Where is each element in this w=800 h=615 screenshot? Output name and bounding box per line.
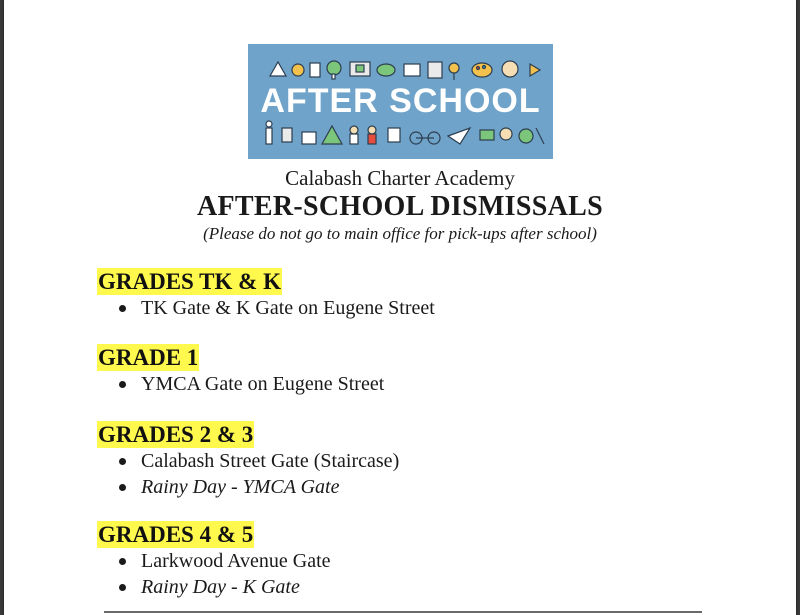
document-title: AFTER-SCHOOL DISMISSALS xyxy=(196,191,603,222)
section-grades-4-5 xyxy=(97,521,331,600)
list-item xyxy=(141,371,384,397)
book-icon xyxy=(428,62,442,78)
list-item-text: Calabash Street Gate (Staircase) xyxy=(141,450,400,472)
person-icon xyxy=(266,128,272,144)
pill-icon xyxy=(480,130,494,140)
tent-icon xyxy=(270,62,286,76)
ball-icon xyxy=(292,64,304,76)
cone-icon xyxy=(530,64,540,76)
pickup-note: (Please do not go to main office for pick-ups after school) xyxy=(203,224,597,243)
section-grades-2-3 xyxy=(97,421,399,500)
divider-line xyxy=(104,611,702,613)
list-item xyxy=(141,448,399,474)
list-item xyxy=(141,548,331,574)
bullet-icon xyxy=(119,484,126,491)
section-heading: GRADES 2 & 3 xyxy=(98,422,254,447)
palette-icon xyxy=(472,63,492,77)
bullet-icon xyxy=(119,381,126,388)
list-item xyxy=(141,295,435,321)
gamepad-icon xyxy=(377,64,395,76)
medal-icon xyxy=(449,63,459,73)
phone-icon xyxy=(388,128,400,142)
list-item-text: YMCA Gate on Eugene Street xyxy=(141,373,385,395)
list-item-text: TK Gate & K Gate on Eugene Street xyxy=(141,297,435,319)
bullet-icon xyxy=(119,305,126,312)
figure-icon xyxy=(310,63,320,77)
list-item-text: Larkwood Avenue Gate xyxy=(141,550,331,572)
student-icon xyxy=(500,128,512,140)
school-name: Calabash Charter Academy xyxy=(285,166,515,190)
globe-icon xyxy=(519,129,533,143)
bullet-icon xyxy=(119,584,126,591)
section-grades-tk-k xyxy=(97,268,435,321)
mouse-icon xyxy=(282,128,292,142)
after-school-banner xyxy=(248,44,553,159)
stage-icon xyxy=(322,126,342,144)
speaker-icon xyxy=(302,132,316,144)
kid-icon xyxy=(350,126,358,134)
list-item-text: Rainy Day - K Gate xyxy=(141,576,300,598)
tree-icon xyxy=(327,61,341,75)
banner-title: AFTER SCHOOL xyxy=(260,82,541,120)
list-item xyxy=(141,574,331,600)
bullet-icon xyxy=(119,558,126,565)
plane-icon xyxy=(448,128,470,144)
section-grade-1 xyxy=(97,344,384,397)
box-icon xyxy=(404,64,420,76)
face-icon xyxy=(502,61,518,77)
bat-icon xyxy=(536,128,544,144)
section-heading: GRADES TK & K xyxy=(98,269,281,294)
section-heading: GRADES 4 & 5 xyxy=(98,522,254,547)
list-item xyxy=(141,474,399,500)
section-heading: GRADE 1 xyxy=(98,345,199,370)
document-page xyxy=(4,0,796,615)
bullet-icon xyxy=(119,458,126,465)
list-item-text: Rainy Day - YMCA Gate xyxy=(141,476,340,498)
